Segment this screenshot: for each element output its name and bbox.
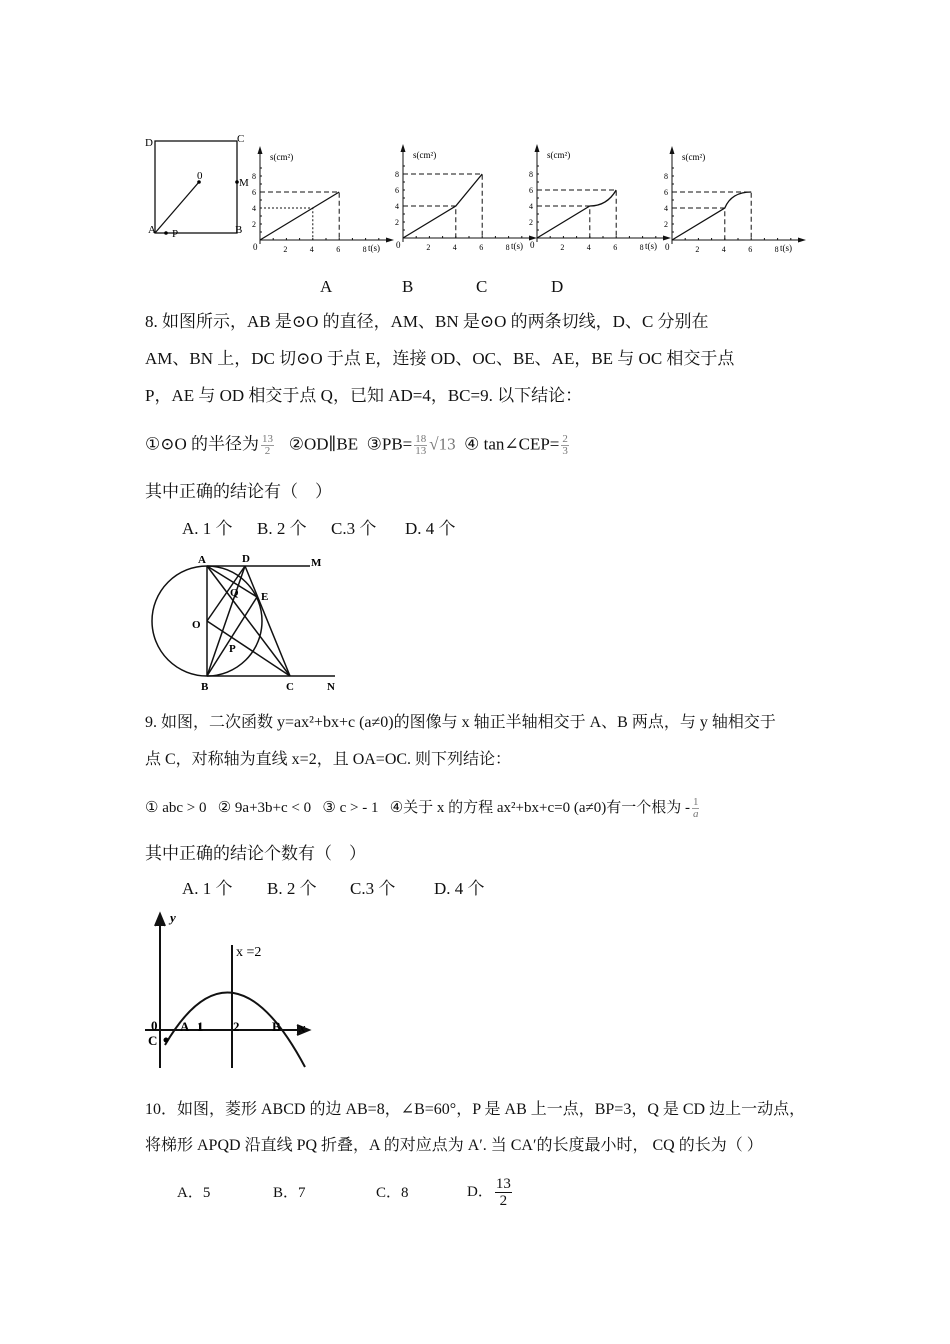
q8-c4: ④ tan∠CEP=	[464, 434, 560, 454]
x-tick-label: 2	[695, 245, 700, 254]
q8-option-b: B. 2 个	[257, 519, 307, 538]
y-tick-label: 8	[395, 170, 399, 179]
fig8-label-Q: Q	[230, 587, 239, 599]
x-tick-label: 2	[283, 245, 288, 254]
q9-option-c: C.3 个	[350, 879, 396, 898]
x-tick-label: 8	[639, 243, 644, 252]
q9-option-a: A. 1 个	[182, 879, 233, 898]
x-tick-label: 6	[479, 243, 484, 252]
x-tick-label: 4	[586, 243, 591, 252]
x-tick-label: 6	[613, 243, 618, 252]
q8-line-2: AM、BN 上，DC 切⊙O 于点 E，连接 OD、OC、BE、AE，BE 与 OC 相交于点	[145, 349, 735, 368]
fig9-label-axis: x =2	[236, 945, 262, 960]
y-tick-label: 2	[395, 218, 399, 227]
y-axis-label: s(cm²)	[270, 152, 294, 162]
y-tick-label: 4	[529, 202, 533, 211]
q8-prompt: 其中正确的结论有（ ）	[145, 482, 332, 501]
q8-c2: ②OD∥BE	[288, 434, 359, 454]
x-tick-label: 2	[426, 243, 431, 252]
label-A: A	[148, 224, 156, 236]
option-label-c: C	[476, 277, 488, 296]
q10-option-a: A．5	[177, 1185, 211, 1201]
fig9-label-O: 0	[151, 1018, 158, 1033]
option-label-b: B	[402, 277, 414, 296]
fig9-label-B: B	[272, 1019, 281, 1034]
x-tick-label: 8	[362, 245, 367, 254]
x-axis-label: t(s)	[780, 243, 792, 253]
q9-line-1: 9. 如图，二次函数 y=ax²+bx+c (a≠0)的图像与 x 轴正半轴相交于 A、B 两点，与 y 轴相交于	[145, 714, 776, 731]
q9-conclusions: ① abc > 0 ② 9a+3b+c < 0 ③ c > - 1 ④关于 x 的方程 ax²+bx+c=0 (a≠0)有一个根为 - $\frac{1}{a}$	[145, 796, 699, 820]
origin-label: 0	[396, 240, 401, 250]
fig8-label-D: D	[242, 553, 250, 565]
option-label-a: A	[320, 277, 333, 296]
q9-c1: ① abc > 0	[145, 799, 207, 816]
fig9-label-x: x	[299, 1020, 306, 1035]
label-C: C	[237, 133, 245, 145]
fig8-label-C: C	[286, 681, 294, 693]
fig9-label-C: C	[148, 1033, 158, 1048]
y-tick-label: 2	[664, 220, 668, 229]
q9-option-b: B. 2 个	[267, 879, 317, 898]
fig8-label-P: P	[229, 643, 236, 655]
x-tick-label: 2	[560, 243, 565, 252]
y-axis-label: s(cm²)	[547, 150, 571, 160]
q9-line-2: 点 C，对称轴为直线 x=2，且 OA=OC. 则下列结论：	[145, 751, 512, 768]
x-tick-label: 4	[721, 245, 726, 254]
q8-option-d: D. 4 个	[405, 519, 456, 538]
label-D: D	[145, 137, 153, 149]
x-axis-label: t(s)	[511, 241, 523, 251]
y-tick-label: 4	[395, 202, 399, 211]
y-tick-label: 6	[664, 188, 668, 197]
q8-option-c: C.3 个	[331, 519, 377, 538]
x-axis-label: t(s)	[645, 241, 657, 251]
fig8-label-N: N	[327, 681, 335, 693]
x-tick-label: 4	[309, 245, 314, 254]
y-tick-label: 2	[529, 218, 533, 227]
fig9-label-y: y	[170, 910, 176, 925]
label-B: B	[235, 224, 243, 236]
y-tick-label: 6	[395, 186, 399, 195]
q8-line-3: P，AE 与 OD 相交于点 Q，已知 AD=4，BC=9. 以下结论：	[145, 386, 583, 405]
q10-line-2: 将梯形 APQD 沿直线 PQ 折叠，A 的对应点为 A′. 当 CA′的长度最小时， CQ 的长为（ ）	[145, 1137, 763, 1154]
q10-option-b: B．7	[273, 1185, 306, 1201]
q9-prompt: 其中正确的结论个数有（ ）	[145, 844, 366, 863]
x-tick-label: 6	[336, 245, 341, 254]
q9-c3: ③ c > - 1	[322, 799, 379, 816]
x-axis-label: t(s)	[368, 243, 380, 253]
x-tick-label: 8	[505, 243, 510, 252]
x-tick-label: 8	[774, 245, 779, 254]
fig8-label-B: B	[201, 681, 209, 693]
label-M: M	[239, 177, 249, 189]
q9-option-d: D. 4 个	[434, 879, 485, 898]
q10-option-c: C．8	[376, 1185, 409, 1201]
q8-c1: ①⊙O 的半径为	[145, 434, 260, 454]
q10-line-1: 10．如图，菱形 ABCD 的边 AB=8，∠B=60°，P 是 AB 上一点，BP=3，Q 是 CD 边上一动点，	[145, 1101, 806, 1118]
q8-conclusions: ①⊙O 的半径为 $\frac{13}{2}$ ②OD∥BE ③PB= $\frac{18}{13}$ √13 ④ tan∠CEP= $\frac{2}{3}$	[145, 433, 568, 457]
fig8-label-A: A	[198, 554, 206, 566]
origin-label: 0	[253, 242, 258, 252]
x-tick-label: 4	[452, 243, 457, 252]
y-tick-label: 8	[664, 172, 668, 181]
y-tick-label: 8	[529, 170, 533, 179]
y-tick-label: 2	[252, 220, 256, 229]
y-tick-label: 4	[664, 204, 668, 213]
option-label-d: D	[551, 277, 564, 296]
y-tick-label: 4	[252, 204, 256, 213]
fig9-label-1: 1	[197, 1019, 204, 1034]
y-tick-label: 6	[252, 188, 256, 197]
fig8-label-O: O	[192, 619, 201, 631]
q8-option-a: A. 1 个	[182, 519, 233, 538]
y-tick-label: 6	[529, 186, 533, 195]
fig8-label-M: M	[311, 557, 322, 569]
origin-label: 0	[665, 242, 670, 252]
label-P: P	[172, 228, 179, 240]
q8-c3: ③PB=	[366, 434, 413, 454]
fig8-label-E: E	[261, 591, 269, 603]
fig9-label-A: A	[180, 1019, 190, 1034]
y-axis-label: s(cm²)	[413, 150, 437, 160]
q9-c4: ④关于 x 的方程 ax²+bx+c=0 (a≠0)有一个根为 -	[389, 799, 690, 816]
x-tick-label: 6	[748, 245, 753, 254]
y-axis-label: s(cm²)	[682, 152, 706, 162]
q8-line-1: 8. 如图所示，AB 是⊙O 的直径，AM、BN 是⊙O 的两条切线，D、C 分别在	[145, 312, 709, 331]
origin-label: 0	[530, 240, 535, 250]
q10-option-d: D． $\frac{13}{2}$	[467, 1176, 511, 1210]
y-tick-label: 8	[252, 172, 256, 181]
fig9-label-2: 2	[233, 1019, 240, 1034]
q9-c2: ② 9a+3b+c < 0	[217, 799, 312, 816]
label-O: 0	[197, 170, 203, 182]
